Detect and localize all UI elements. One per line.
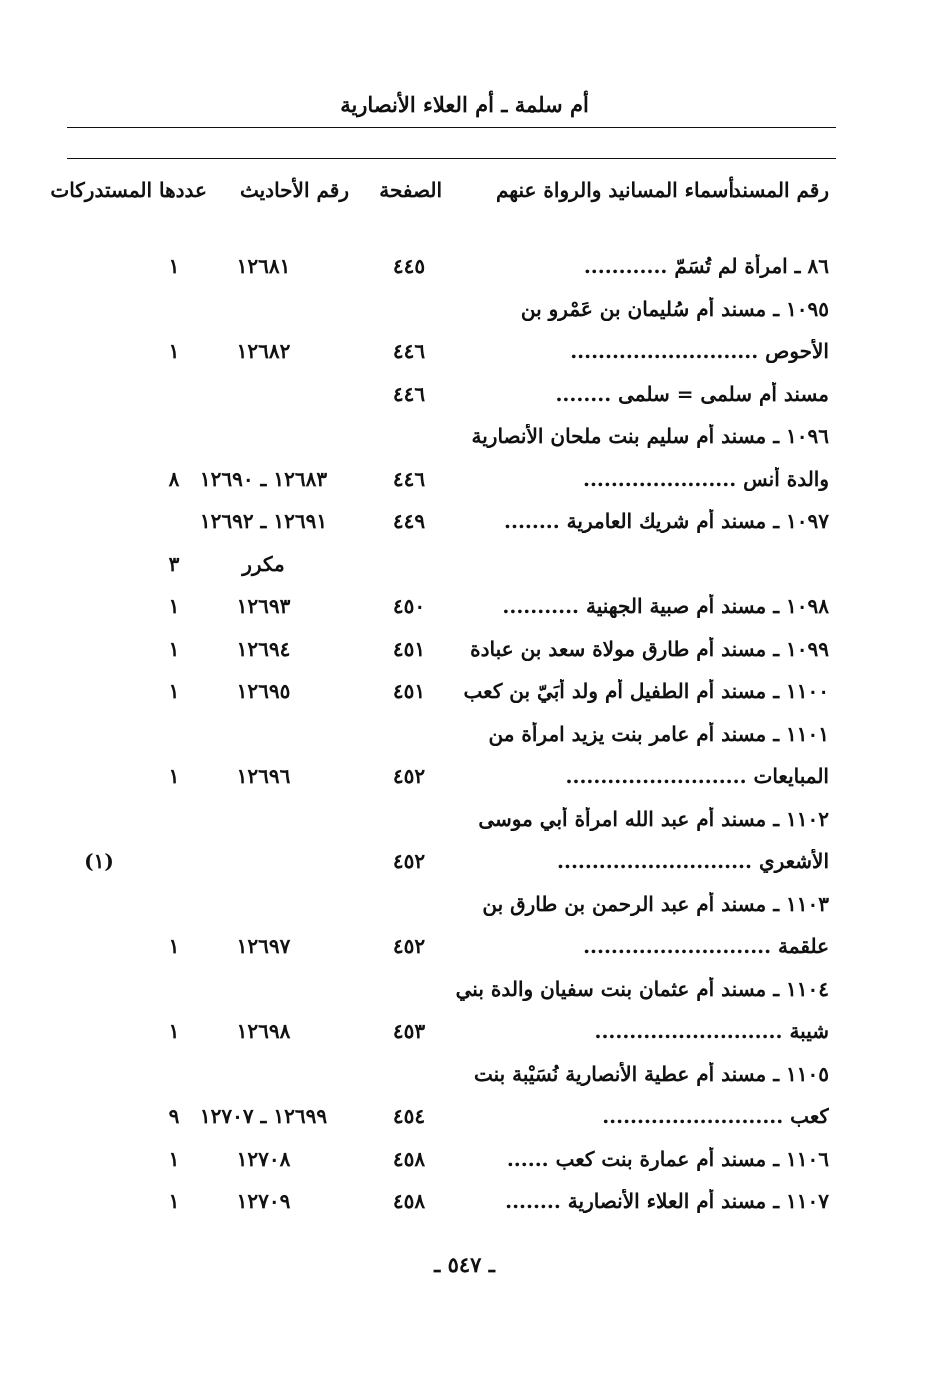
table-row [0,1056,929,1099]
table-row [0,546,929,589]
entry-text: ١١٠٢ ـ مسند أم عبد الله امرأة أبي موسى [478,806,829,831]
table-row [0,758,929,801]
column-header-num: رقم المسند [731,178,829,202]
table-row [0,1183,929,1226]
entry-page: ٤٤٦ [392,381,426,406]
entry-hadith-range: ١٢٦٩٧ [236,934,291,958]
entry-page: ٤٥٨ [392,1146,426,1171]
table-row [0,418,929,461]
entry-note: (١) [84,849,114,873]
entry-page: ٤٥٣ [392,1019,426,1043]
entry-text: ١٠٩٨ ـ مسند أم صبية الجهنية ........... [502,594,829,618]
entry-hadith-range: ١٢٦٩٤ [236,636,291,661]
entry-text: الأحوص ........................... [570,339,829,363]
table-row [0,503,929,546]
table-row [0,248,929,291]
entry-hadith-range: ١٢٦٩٥ [236,679,291,703]
entry-hadith-range: ١٢٦٩٩ ـ ١٢٧٠٧ [199,1104,328,1128]
table-row [0,886,929,929]
column-header-hadith: رقم الأحاديث [239,178,349,202]
entry-text: ٨٦ ـ امرأة لم تُسَمّ ............ [583,254,829,278]
entry-text: علقمة ........................... [583,934,829,958]
table-row [0,291,929,334]
table-row [0,333,929,376]
header-rule [67,158,836,159]
table-row [0,631,929,674]
entry-text: مسند أم سلمى = سلمى ........ [555,381,829,406]
entry-count: ٩ [168,1104,180,1128]
entry-text: المبايعات .......................... [565,764,829,788]
entry-hadith-range: ١٢٧٠٨ [236,1146,291,1171]
entry-count: ١ [168,934,180,958]
table-row [0,1013,929,1056]
table-row [0,461,929,504]
table-row [0,716,929,759]
entry-hadith-range: ١٢٦٩٨ [236,1019,291,1043]
index-table [0,248,929,1226]
table-row [0,801,929,844]
column-header-name: أسماء المسانيد والرواة عنهم [495,178,734,202]
entry-count: ١ [168,764,180,788]
entry-text: ١٠٩٦ ـ مسند أم سليم بنت ملحان الأنصارية [471,424,829,448]
entry-page: ٤٤٦ [392,466,426,491]
entry-text: الأشعري ............................ [557,849,829,873]
entry-hadith-range: ١٢٦٨٢ [236,339,291,363]
table-row [0,843,929,886]
entry-count: ١ [168,679,180,703]
table-row [0,1098,929,1141]
entry-text: والدة أنس ...................... [582,466,829,491]
page-number: ـ ٥٤٧ ـ [434,1252,495,1277]
entry-hadith-range: ١٢٦٨١ [236,254,291,278]
entry-text: ١٠٩٥ ـ مسند أم سُليمان بن عَمْرو بن [520,296,829,321]
entry-hadith-range: ١٢٧٠٩ [236,1189,291,1213]
entry-page: ٤٥٤ [392,1104,426,1128]
running-head: أم سلمة ـ أم العلاء الأنصارية [340,92,589,117]
entry-text: ١١٠٦ ـ مسند أم عمارة بنت كعب ...... [506,1146,829,1171]
entry-text: كعب .......................... [602,1104,829,1128]
entry-page: ٤٥١ [392,636,426,661]
entry-count: ١ [168,1146,180,1171]
entry-page: ٤٤٦ [392,339,426,363]
entry-text: ١١٠٤ ـ مسند أم عثمان بنت سفيان والدة بني [455,976,829,1001]
entry-page: ٤٥٢ [392,849,426,873]
table-row [0,588,929,631]
table-row [0,673,929,716]
entry-hadith-range: ١٢٦٨٣ ـ ١٢٦٩٠ [199,466,328,491]
entry-text: ١١٠٣ ـ مسند أم عبد الرحمن بن طارق بن [482,891,829,916]
entry-page: ٤٤٥ [392,254,426,278]
entry-hadith-range: ١٢٦٩٣ [236,594,291,618]
entry-hadith-range: ١٢٦٩١ ـ ١٢٦٩٢ [199,509,328,533]
entry-page: ٤٥٨ [392,1189,426,1213]
column-header-count: عددها المستدركات [50,178,207,202]
entry-text: ١٠٩٧ ـ مسند أم شريك العامرية ........ [504,509,829,533]
top-rule [67,127,836,128]
table-row [0,971,929,1014]
entry-count: ٨ [168,466,180,491]
entry-count: ١ [168,1189,180,1213]
table-row [0,928,929,971]
entry-text: شيبة ........................... [594,1019,829,1043]
entry-hadith-range: مكرر [242,551,285,576]
entry-count: ٣ [168,551,180,576]
entry-count: ١ [168,339,180,363]
entry-text: ١١٠١ ـ مسند أم عامر بنت يزيد امرأة من [488,721,829,746]
entry-text: ١١٠٠ ـ مسند أم الطفيل أم ولد أُبَيّ بن كعب [463,679,829,703]
entry-text: ١٠٩٩ ـ مسند أم طارق مولاة سعد بن عبادة [470,636,829,661]
table-row [0,376,929,419]
table-row [0,1141,929,1184]
entry-page: ٤٥١ [392,679,426,703]
entry-text: ١١٠٥ ـ مسند أم عطية الأنصارية نُسَيْبة بنت [473,1061,829,1086]
column-header-page: الصفحة [379,178,442,202]
entry-page: ٤٥٢ [392,764,426,788]
entry-text: ١١٠٧ ـ مسند أم العلاء الأنصارية ........ [505,1189,829,1213]
entry-page: ٤٤٩ [392,509,426,533]
entry-count: ١ [168,636,180,661]
entry-page: ٤٥٢ [392,934,426,958]
entry-count: ١ [168,594,180,618]
entry-count: ١ [168,254,180,278]
entry-page: ٤٥٠ [392,594,426,618]
entry-count: ١ [168,1019,180,1043]
entry-hadith-range: ١٢٦٩٦ [236,764,291,788]
